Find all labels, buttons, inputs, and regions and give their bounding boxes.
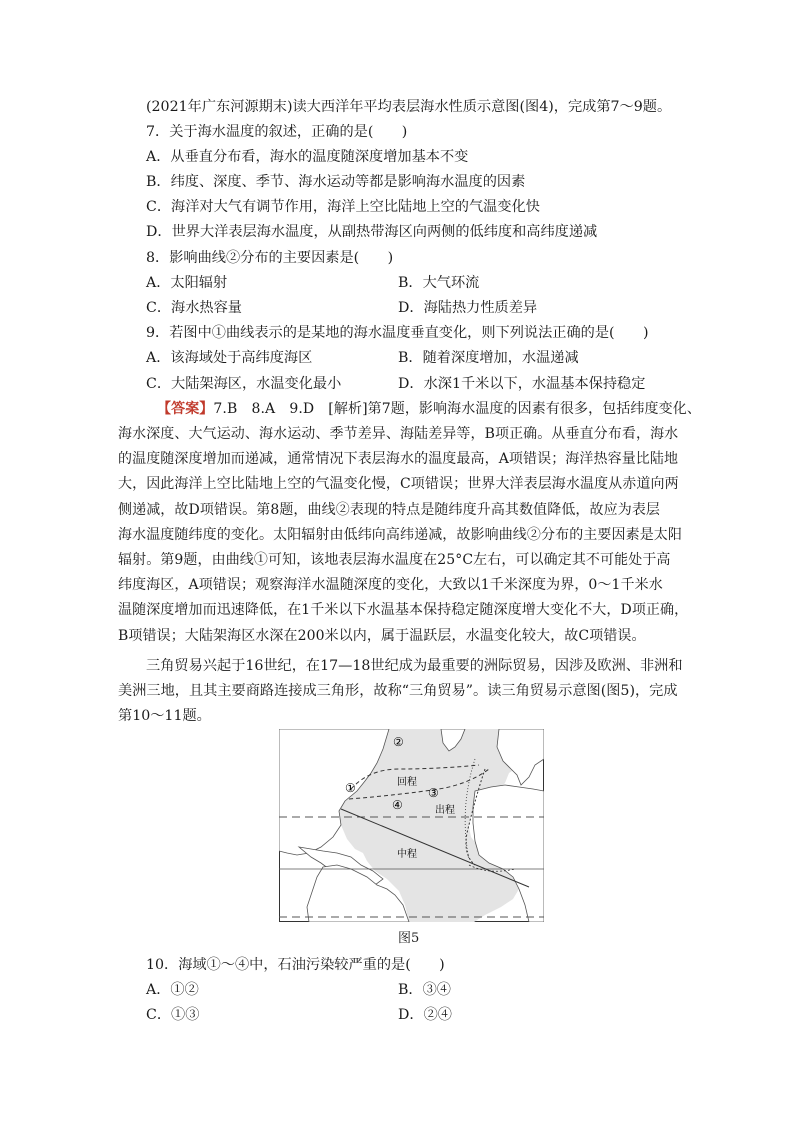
question-9-option-a: A．该海域处于高纬度海区 [146, 350, 313, 366]
answer-line-5: 侧递减，故D项错误。第8题，曲线②表现的特点是随纬度升高其数值降低，故应为表层 [118, 502, 661, 518]
question-10-option-a: A．①② [146, 982, 199, 998]
question-8-option-b: B．大气环流 [398, 275, 480, 291]
intro-text-2-line-3: 第10～11题。 [118, 708, 211, 724]
answer-line-8: 纬度海区，A项错误；观察海洋水温随深度的变化，大致以1千米深度为界，0～1千米水 [118, 577, 663, 593]
intro-text-2-line-1: 三角贸易兴起于16世纪，在17—18世纪成为最重要的洲际贸易，因涉及欧洲、非洲和 [146, 658, 683, 674]
question-10-option-d: D．②④ [398, 1007, 452, 1023]
question-8-stem: 8．影响曲线②分布的主要因素是( ) [146, 250, 394, 266]
question-10-option-c: C．①③ [146, 1007, 200, 1023]
intro-text-2-line-2: 美洲三地，且其主要商路连接成三角形，故称“三角贸易”。读三角贸易示意图(图5)，完成 [118, 683, 678, 699]
map-label-3: ③ [428, 786, 439, 800]
answer-line-1 [157, 399, 701, 419]
question-7-option-a: A．从垂直分布看，海水的温度随深度增加基本不变 [146, 149, 469, 165]
map-label-4: ④ [392, 798, 403, 812]
answer-tag: 【答案】 [157, 401, 214, 417]
question-7-option-d: D．世界大洋表层海水温度，从副热带海区向两侧的低纬度和高纬度递减 [146, 224, 598, 240]
question-9-option-b: B．随着深度增加，水温递减 [398, 350, 579, 366]
answer-line-10: B项错误；大陆架海区水深在200米以内，属于温跃层，水温变化较大，故C项错误。 [118, 628, 646, 644]
question-9-option-d: D．水深1千米以下，水温基本保持稳定 [398, 376, 646, 392]
question-10-option-b: B．③④ [398, 982, 451, 998]
question-7-option-c: C．海洋对大气有调节作用，海洋上空比陆地上空的气温变化快 [146, 199, 540, 215]
answer-line-1-text: 7.B 8.A 9.D [解析]第7题，影响海水温度的因素有很多，包括纬度变化、 [213, 401, 701, 417]
figure-caption: 图5 [398, 931, 420, 946]
question-7-option-b: B．纬度、深度、季节、海水运动等都是影响海水温度的因素 [146, 174, 526, 190]
question-10-stem: 10．海域①～④中，石油污染较严重的是( ) [146, 957, 445, 973]
answer-line-4: 大，因此海洋上空比陆地上空的气温变化慢，C项错误；世界大洋表层海水温度从赤道向两 [118, 476, 679, 492]
map-label-middle: 中程 [397, 849, 417, 860]
question-8-option-a: A．太阳辐射 [146, 275, 228, 291]
map-label-outbound: 出程 [435, 805, 455, 816]
answer-line-6: 海水温度随纬度的变化。太阳辐射由低纬向高纬递减，故影响曲线②分布的主要因素是太阳 [118, 527, 682, 543]
question-8-option-c: C．海水热容量 [146, 300, 242, 316]
question-9-option-c: C．大陆架海区，水温变化最小 [146, 376, 342, 392]
answer-line-2: 海水深度、大气运动、海水运动、季节差异、海陆差异等，B项正确。从垂直分布看，海水 [118, 426, 679, 442]
question-7-stem: 7．关于海水温度的叙述，正确的是( ) [146, 124, 408, 140]
question-9-stem: 9．若图中①曲线表示的是某地的海水温度垂直变化，则下列说法正确的是( ) [146, 325, 649, 341]
question-8-option-d: D．海陆热力性质差异 [398, 300, 538, 316]
map-label-1: ① [345, 781, 356, 795]
intro-text-1: (2021年广东河源期末)读大西洋年平均表层海水性质示意图(图4)，完成第7～9题。 [146, 99, 672, 115]
map-label-return: 回程 [397, 777, 417, 788]
triangle-trade-map [279, 729, 544, 922]
answer-line-3: 的温度随深度增加而递减，通常情况下表层海水的温度最高，A项错误；海洋热容量比陆地 [118, 451, 679, 467]
map-label-2: ② [393, 735, 404, 749]
answer-line-7: 辐射。第9题，由曲线①可知，该地表层海水温度在25°C左右，可以确定其不可能处于高 [118, 552, 671, 568]
answer-line-9: 温随深度增加而迅速降低，在1千米以下水温基本保持稳定随深度增大变化不大，D项正确， [118, 602, 689, 618]
